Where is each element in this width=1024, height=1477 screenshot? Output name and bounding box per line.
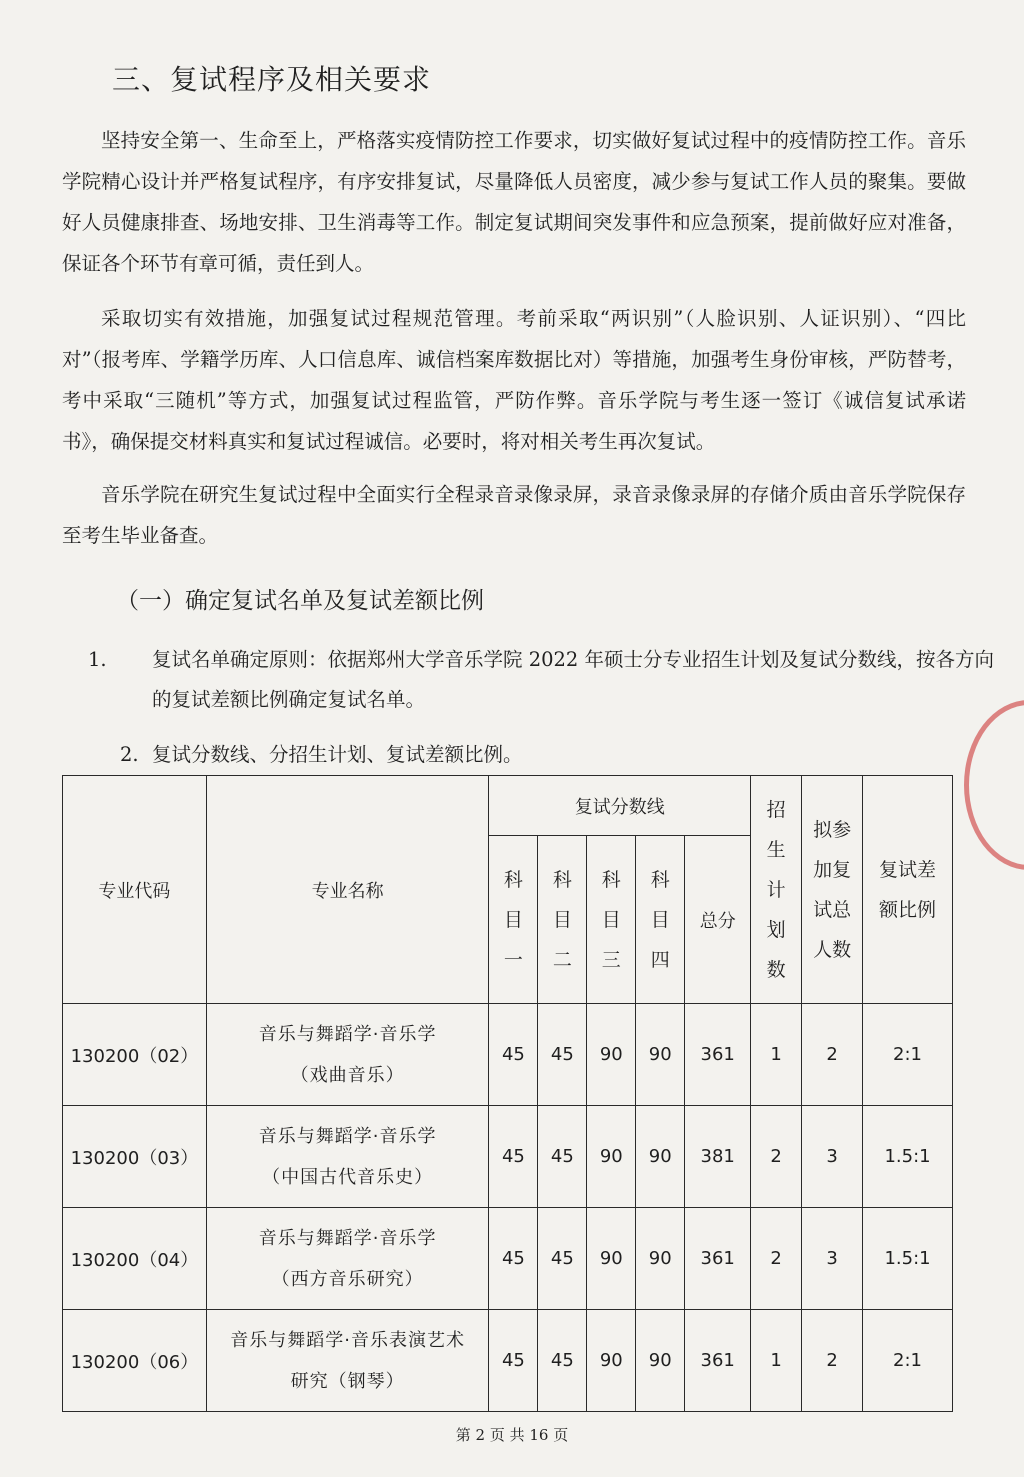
- page-number: 第 2 页 共 16 页: [455, 1426, 569, 1444]
- header-char: 试总: [813, 898, 852, 921]
- cell-subject-2: 45: [538, 1310, 587, 1412]
- header-char: 加复: [813, 858, 852, 881]
- cell-name: [206, 1310, 489, 1412]
- cell-participants: 3: [802, 1208, 863, 1310]
- cell-subject-3: 90: [587, 1004, 636, 1106]
- cell-total: 361: [685, 1310, 751, 1412]
- cell-subject-3: 90: [587, 1208, 636, 1310]
- header-total: 总分: [685, 836, 751, 1004]
- list-item-text: 复试名单确定原则：依据郑州大学音乐学院 2022 年硕士分专业招生计划及复试分数线，按各方向的复试差额比例确定复试名单。: [152, 648, 995, 711]
- cell-subject-3: 90: [587, 1106, 636, 1208]
- list-item-text: 复试分数线、分招生计划、复试差额比例。: [152, 743, 523, 766]
- header-char: 计: [766, 878, 786, 901]
- cell-code: 130200（03）: [63, 1106, 207, 1208]
- header-subject-4: [636, 836, 685, 1004]
- header-participants: [802, 776, 863, 1004]
- header-char: 额比例: [879, 898, 937, 921]
- cell-plan: 1: [751, 1004, 802, 1106]
- header-name: 专业名称: [206, 776, 489, 1004]
- cell-subject-1: 45: [489, 1310, 538, 1412]
- cell-name-line2: （西方音乐研究）: [271, 1268, 424, 1290]
- cell-plan: 2: [751, 1208, 802, 1310]
- list-item-principle: [88, 640, 1002, 720]
- cell-code: 130200（06）: [63, 1310, 207, 1412]
- cell-name: [206, 1208, 489, 1310]
- cell-subject-2: 45: [538, 1208, 587, 1310]
- table-row: [63, 1208, 953, 1310]
- table-row: [63, 1004, 953, 1106]
- header-char: 招: [766, 798, 786, 821]
- header-subject-3: [587, 836, 636, 1004]
- header-char: 三: [601, 948, 621, 971]
- header-char: 划: [766, 918, 786, 941]
- header-subject-1: [489, 836, 538, 1004]
- cell-total: 361: [685, 1208, 751, 1310]
- cell-name-line2: （戏曲音乐）: [290, 1064, 405, 1086]
- list-item-number: 2.: [120, 743, 139, 766]
- cell-name-line1: 音乐与舞蹈学·音乐学: [258, 1125, 437, 1147]
- table-row: [63, 1106, 953, 1208]
- header-subject-2: [538, 836, 587, 1004]
- header-ratio: [863, 776, 953, 1004]
- cell-subject-1: 45: [489, 1208, 538, 1310]
- admission-table: [62, 775, 953, 1412]
- header-plan: [751, 776, 802, 1004]
- header-char: 目: [552, 908, 572, 931]
- table-header-row: [63, 776, 953, 836]
- cell-name-line1: 音乐与舞蹈学·音乐学: [258, 1227, 437, 1249]
- paragraph-process-management: 采取切实有效措施，加强复试过程规范管理。考前采取“两识别”（人脸识别、人证识别）、“四比对”（报考库、学籍学历库、人口信息库、诚信档案库数据比对）等措施，加强考生身份审核，严防替考，考中采取“三随机”等方式，加强复试过程监管，严防作弊。音乐学院与考生逐一签订《诚信复试承诺书》，确保提交材料真实和复试过程诚信。必要时，将对相关考生再次复试。: [62, 307, 966, 453]
- cell-ratio: 1.5:1: [863, 1208, 953, 1310]
- cell-ratio: 2:1: [863, 1004, 953, 1106]
- cell-code: 130200（02）: [63, 1004, 207, 1106]
- header-char: 科: [503, 868, 523, 891]
- header-char: 数: [766, 958, 786, 981]
- header-char: 拟参: [813, 818, 852, 841]
- list-item-score-lines: [120, 735, 970, 775]
- cell-total: 381: [685, 1106, 751, 1208]
- header-code: 专业代码: [63, 776, 207, 1004]
- table-row: [63, 1310, 953, 1412]
- header-char: 人数: [813, 938, 852, 961]
- cell-name-line2: 研究（钢琴）: [290, 1370, 405, 1392]
- cell-name-line1: 音乐与舞蹈学·音乐表演艺术: [230, 1329, 465, 1351]
- cell-ratio: 1.5:1: [863, 1106, 953, 1208]
- cell-participants: 3: [802, 1106, 863, 1208]
- cell-total: 361: [685, 1004, 751, 1106]
- header-char: 四: [650, 948, 670, 971]
- cell-participants: 2: [802, 1004, 863, 1106]
- cell-plan: 2: [751, 1106, 802, 1208]
- paragraph-epidemic-prevention: 坚持安全第一、生命至上，严格落实疫情防控工作要求，切实做好复试过程中的疫情防控工作。音乐学院精心设计并严格复试程序，有序安排复试，尽量降低人员密度，减少参与复试工作人员的聚集。要做好人员健康排查、场地安排、卫生消毒等工作。制定复试期间突发事件和应急预案，提前做好应对准备，保证各个环节有章可循，责任到人。: [62, 129, 966, 275]
- seal-stamp: [964, 700, 1024, 870]
- paragraph-recording: 音乐学院在研究生复试过程中全面实行全程录音录像录屏，录音录像录屏的存储介质由音乐学院保存至考生毕业备查。: [62, 483, 966, 547]
- header-char: 目: [503, 908, 523, 931]
- cell-participants: 2: [802, 1310, 863, 1412]
- cell-subject-1: 45: [489, 1004, 538, 1106]
- cell-subject-4: 90: [636, 1004, 685, 1106]
- subsection-heading: （一）确定复试名单及复试差额比例: [116, 588, 484, 614]
- cell-subject-2: 45: [538, 1004, 587, 1106]
- cell-name-line1: 音乐与舞蹈学·音乐学: [258, 1023, 437, 1045]
- header-score-group: 复试分数线: [489, 776, 751, 836]
- cell-name: [206, 1106, 489, 1208]
- header-char: 科: [552, 868, 572, 891]
- cell-subject-4: 90: [636, 1106, 685, 1208]
- cell-subject-1: 45: [489, 1106, 538, 1208]
- cell-name: [206, 1004, 489, 1106]
- cell-subject-4: 90: [636, 1208, 685, 1310]
- header-char: 二: [552, 948, 572, 971]
- header-char: 一: [503, 948, 523, 971]
- header-char: 生: [766, 838, 786, 861]
- cell-plan: 1: [751, 1310, 802, 1412]
- section-heading: 三、复试程序及相关要求: [112, 63, 432, 96]
- header-char: 复试差: [879, 858, 937, 881]
- cell-subject-2: 45: [538, 1106, 587, 1208]
- cell-subject-3: 90: [587, 1310, 636, 1412]
- list-item-number: 1.: [88, 648, 107, 671]
- cell-code: 130200（04）: [63, 1208, 207, 1310]
- header-char: 科: [601, 868, 621, 891]
- cell-ratio: 2:1: [863, 1310, 953, 1412]
- header-char: 科: [650, 868, 670, 891]
- header-char: 目: [601, 908, 621, 931]
- cell-subject-4: 90: [636, 1310, 685, 1412]
- header-char: 目: [650, 908, 670, 931]
- cell-name-line2: （中国古代音乐史）: [262, 1166, 434, 1188]
